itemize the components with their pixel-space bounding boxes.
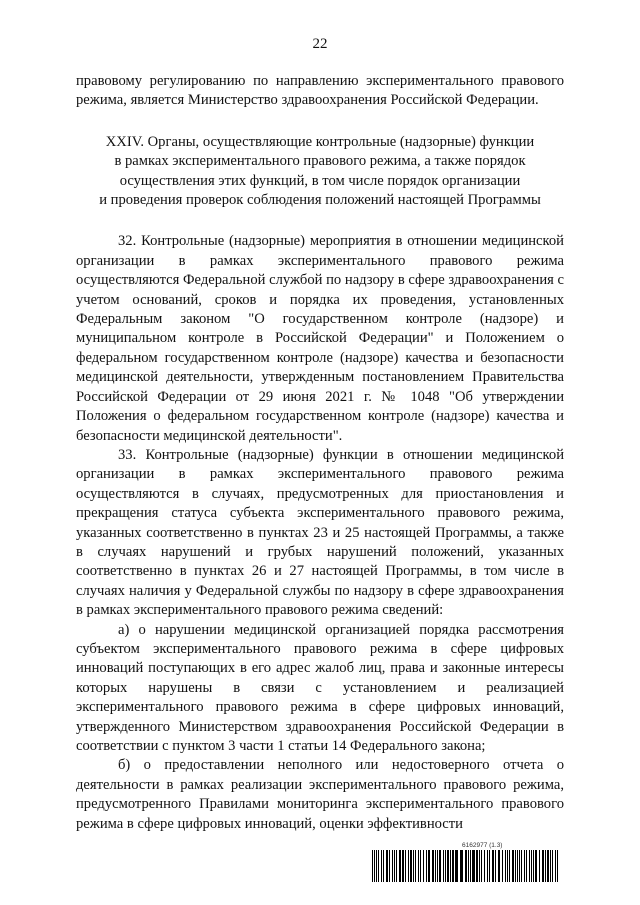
barcode-bar — [529, 850, 530, 882]
barcode-bar — [517, 850, 518, 882]
barcode-bar — [470, 850, 471, 882]
barcode-bar — [394, 850, 395, 882]
barcode-bar — [426, 850, 427, 882]
barcode-bar — [418, 850, 419, 882]
barcode-bar — [378, 850, 379, 882]
barcode-bar — [547, 850, 549, 882]
barcode-bar — [372, 850, 373, 882]
barcode-bar — [408, 850, 409, 882]
barcode-bar — [423, 850, 424, 882]
barcode-bar — [450, 850, 451, 882]
barcode-bar — [383, 850, 384, 882]
document-serial: 6162977 (1.3) — [462, 842, 503, 849]
barcode-bar — [392, 850, 393, 882]
barcode-bar — [498, 850, 500, 882]
barcode-bar — [515, 850, 516, 882]
barcode-bar — [542, 850, 544, 882]
barcode-bar — [376, 850, 377, 882]
barcode-bar — [445, 850, 446, 882]
barcode-bar — [396, 850, 397, 882]
document-body — [76, 72, 564, 834]
barcode-bar — [552, 850, 553, 882]
barcode-bar — [476, 850, 478, 882]
barcode-bar — [389, 850, 390, 882]
barcode-bar — [432, 850, 434, 882]
barcode-bar — [505, 850, 506, 882]
section-heading-line: XXIV. Органы, осуществляющие контрольные (надзорные) функции — [105, 133, 535, 150]
barcode-bar — [465, 850, 467, 882]
barcode-bar — [555, 850, 556, 882]
barcode-bar — [402, 850, 404, 882]
list-item-a: а) о нарушении медицинской организацией порядка рассмотрения субъектом экспериментального правового режима в сфере цифровых инноваций поступающих в его адрес жалоб лиц, права и законные интересы которых нарушены в связи с установлением и реализацией экспериментального правового режима в сфере цифровых инноваций, утвержденного Министерством здравоохранения Российской Федерации в соответствии с пунктом 3 части 1 статьи 14 Федерального закона; — [76, 621, 564, 754]
barcode-bar — [533, 850, 534, 882]
barcode-bar — [413, 850, 414, 882]
barcode-bar — [507, 850, 508, 882]
barcode-bar — [399, 850, 401, 882]
barcode-bar — [545, 850, 546, 882]
barcode-bar — [452, 850, 454, 882]
barcode-bar — [519, 850, 520, 882]
barcode-bar — [526, 850, 527, 882]
barcode-bar — [468, 850, 469, 882]
barcode-bar — [437, 850, 438, 882]
barcode-bar — [386, 850, 388, 882]
barcode-bar — [443, 850, 444, 882]
paragraph-32: 32. Контрольные (надзорные) мероприятия в отношении медицинской организации в рамках экспериментального правового режима осуществляются Федеральной службой по надзору в сфере здравоохранения с учетом оснований, сроков и порядка их проведения, установленных Федеральным законом "О государственном контроле (надзоре) и муниципальном контроле в Российской Федерации" и Положением о федеральном государственном контроле (надзоре) качества и безопасности медицинской деятельности, утвержденным постановлением Правительства Российской Федерации от 29 июня 2021 г. № 1048 "Об утверждении Положения о федеральном государственном контроле (надзоре) качества и безопасности медицинской деятельности". — [76, 233, 564, 444]
barcode-bar — [502, 850, 503, 882]
intro-paragraph: правовому регулированию по направлению экспериментального правового режима, является Министерство здравоохранения Российской Федерации. — [76, 73, 564, 109]
barcode — [372, 850, 562, 882]
barcode-bar — [487, 850, 488, 882]
barcode-bar — [455, 850, 458, 882]
barcode-bar — [460, 850, 463, 882]
barcode-bar — [495, 850, 496, 882]
barcode-bar — [557, 850, 558, 882]
barcode-bar — [472, 850, 475, 882]
section-heading — [76, 133, 564, 211]
barcode-bar — [535, 850, 537, 882]
barcode-bar — [484, 850, 485, 882]
section-heading-line: в рамках экспериментального правового режима, а также порядок — [114, 153, 526, 170]
barcode-bar — [439, 850, 441, 882]
barcode-bar — [381, 850, 382, 882]
barcode-bar — [481, 850, 482, 882]
paragraph-33: 33. Контрольные (надзорные) функции в отношении медицинской организации в рамках экспериментального правового режима осуществляются в случаях, предусмотренных для приостановления и прекращения статуса субъекта экспериментального правового режима, указанных соответственно в пунктах 23 и 25 настоящей Программы, а также в случаях нарушений и грубых нарушений положений, указанных соответственно в пунктах 26 и 27 настоящей Программы, в том числе в случаях наличия у Федеральной службы по надзору в сфере здравоохранения в рамках экспериментального правового режима сведений: — [76, 446, 564, 619]
list-item-b: б) о предоставлении неполного или недостоверного отчета о деятельности в рамках реализации экспериментального правового режима, предусмотренного Правилами мониторинга экспериментального правового режима в сфере цифровых инноваций, оценки эффективности — [76, 757, 564, 832]
barcode-bar — [415, 850, 416, 882]
barcode-bar — [550, 850, 551, 882]
barcode-bar — [479, 850, 480, 882]
barcode-bar — [428, 850, 430, 882]
barcode-bar — [521, 850, 522, 882]
barcode-bar — [512, 850, 514, 882]
barcode-bar — [524, 850, 525, 882]
section-heading-line: осуществления этих функций, в том числе порядок организации — [119, 172, 521, 189]
barcode-bar — [374, 850, 375, 882]
barcode-bar — [420, 850, 421, 882]
barcode-bar — [435, 850, 436, 882]
barcode-bar — [509, 850, 510, 882]
barcode-bar — [489, 850, 490, 882]
barcode-bar — [539, 850, 540, 882]
page-number: 22 — [312, 36, 328, 52]
barcode-bar — [492, 850, 494, 882]
barcode-bar — [447, 850, 449, 882]
barcode-bar — [405, 850, 406, 882]
barcode-bar — [410, 850, 412, 882]
section-heading-line: и проведения проверок соблюдения положений настоящей Программы — [99, 192, 541, 209]
barcode-bar — [531, 850, 532, 882]
barcode-graphic — [372, 850, 562, 882]
